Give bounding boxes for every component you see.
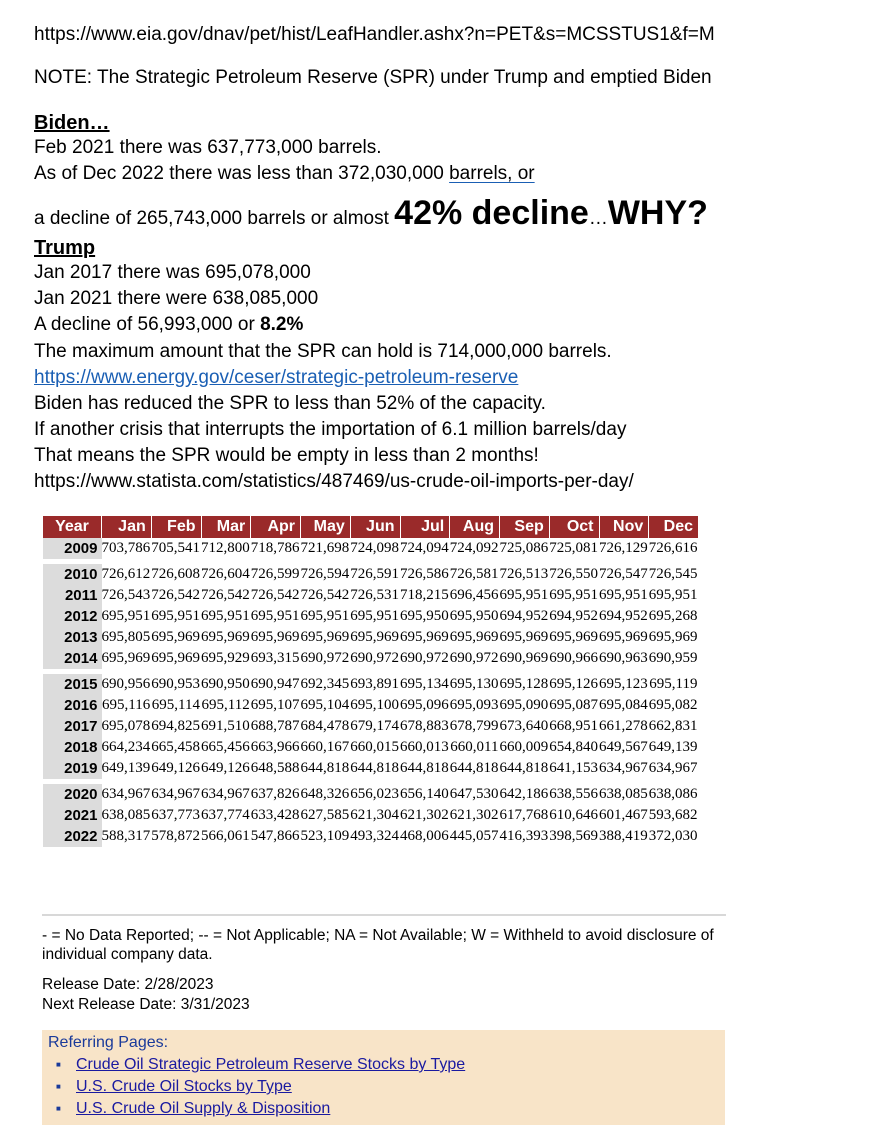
value-cell: 638,085 xyxy=(101,807,151,823)
value-cell: 695,107 xyxy=(250,697,300,713)
value-cell: 656,023 xyxy=(350,782,400,806)
trump-line-2: Jan 2021 there were 638,085,000 xyxy=(34,288,319,309)
value-cell: 648,588 xyxy=(250,760,300,776)
referring-link-3[interactable]: U.S. Crude Oil Supply & Disposition xyxy=(76,1100,331,1117)
value-cell: 726,542 xyxy=(250,587,300,603)
value-cell: 641,153 xyxy=(549,760,598,776)
value-cell: 668,951 xyxy=(549,718,598,734)
value-cell: 660,015 xyxy=(350,739,399,755)
value-cell: 695,969 xyxy=(648,629,698,645)
trump-line-5: Biden has reduced the SPR to less than 52% of the capacity. xyxy=(34,393,546,414)
value-cell: 695,951 xyxy=(350,608,399,624)
column-header-mar: Mar xyxy=(201,516,251,538)
value-cell: 726,545 xyxy=(649,562,699,586)
value-cell: 694,952 xyxy=(499,608,549,624)
value-cell: 678,883 xyxy=(400,718,449,734)
value-cell: 695,090 xyxy=(499,697,549,713)
value-cell: 695,929 xyxy=(201,650,250,666)
value-cell: 726,542 xyxy=(201,587,250,603)
referring-link-1[interactable]: Crude Oil Strategic Petroleum Reserve Stocks by Type xyxy=(76,1056,466,1073)
value-cell: 642,186 xyxy=(500,782,550,806)
value-cell: 695,969 xyxy=(151,650,200,666)
value-cell: 649,126 xyxy=(151,760,200,776)
value-cell: 690,972 xyxy=(300,650,350,666)
year-cell: 2013 xyxy=(43,627,102,648)
column-header-jul: Jul xyxy=(400,516,450,538)
value-cell: 621,304 xyxy=(350,807,399,823)
value-cell: 661,278 xyxy=(599,718,648,734)
value-cell: 690,953 xyxy=(151,672,201,696)
value-cell: 690,966 xyxy=(549,650,598,666)
value-cell: 724,094 xyxy=(400,540,449,556)
value-cell: 695,951 xyxy=(549,587,598,603)
value-cell: 695,078 xyxy=(101,718,151,734)
value-cell: 637,826 xyxy=(251,782,301,806)
value-cell: 416,393 xyxy=(499,828,549,844)
value-cell: 523,109 xyxy=(300,828,350,844)
value-cell: 695,969 xyxy=(101,650,151,666)
value-cell: 695,969 xyxy=(350,629,399,645)
value-cell: 695,951 xyxy=(250,608,300,624)
table-row xyxy=(43,627,699,648)
referring-pages-title: Referring Pages: xyxy=(48,1034,169,1051)
value-cell: 695,084 xyxy=(599,697,648,713)
table-row xyxy=(43,805,699,826)
value-cell: 679,174 xyxy=(350,718,399,734)
referring-link-2[interactable]: U.S. Crude Oil Stocks by Type xyxy=(76,1078,292,1095)
value-cell: 695,100 xyxy=(350,697,399,713)
table-header-row xyxy=(43,516,699,538)
column-header-dec: Dec xyxy=(649,516,699,538)
value-cell: 695,951 xyxy=(201,608,250,624)
value-cell: 637,774 xyxy=(201,807,250,823)
value-cell: 726,550 xyxy=(549,562,599,586)
value-cell: 726,542 xyxy=(151,587,200,603)
value-cell: 695,134 xyxy=(400,672,450,696)
legend-text: - = No Data Reported; -- = Not Applicable; NA = Not Available; W = Withheld to avoid disclosure of individual company data. xyxy=(42,927,714,963)
value-cell: 721,698 xyxy=(300,540,350,556)
biden-line-2: As of Dec 2022 there was less than 372,030,000 barrels, or xyxy=(34,163,535,184)
value-cell: 705,541 xyxy=(151,540,200,556)
value-cell: 445,057 xyxy=(449,828,499,844)
value-cell: 695,114 xyxy=(151,697,200,713)
value-cell: 695,969 xyxy=(400,629,449,645)
year-cell: 2014 xyxy=(43,648,102,672)
value-cell: 724,098 xyxy=(350,540,399,556)
value-cell: 726,604 xyxy=(201,562,251,586)
year-cell: 2021 xyxy=(43,805,102,826)
value-cell: 673,640 xyxy=(499,718,549,734)
value-cell: 695,969 xyxy=(599,629,648,645)
value-cell: 694,825 xyxy=(151,718,200,734)
energy-gov-link-line[interactable] xyxy=(34,367,518,389)
table-row xyxy=(43,826,699,847)
value-cell: 695,969 xyxy=(549,629,598,645)
value-cell: 601,467 xyxy=(599,807,648,823)
value-cell: 649,139 xyxy=(101,760,151,776)
value-cell: 726,543 xyxy=(101,587,151,603)
value-cell: 593,682 xyxy=(648,807,698,823)
value-cell: 695,951 xyxy=(648,587,698,603)
trump-line-6: If another crisis that interrupts the importation of 6.1 million barrels/day xyxy=(34,419,627,440)
value-cell: 725,081 xyxy=(549,540,598,556)
value-cell: 695,126 xyxy=(549,672,599,696)
value-cell: 726,129 xyxy=(599,540,648,556)
value-cell: 660,013 xyxy=(400,739,449,755)
trump-heading: Trump xyxy=(34,237,96,259)
value-cell: 633,428 xyxy=(250,807,300,823)
value-cell: 693,315 xyxy=(250,650,300,666)
note-text: NOTE: The Strategic Petroleum Reserve (SPR) under Trump and emptied Biden xyxy=(34,67,712,88)
value-cell: 644,818 xyxy=(449,760,499,776)
value-cell: 695,969 xyxy=(449,629,499,645)
value-cell: 665,458 xyxy=(151,739,200,755)
value-cell: 695,128 xyxy=(500,672,550,696)
value-cell: 695,969 xyxy=(250,629,300,645)
column-header-jun: Jun xyxy=(350,516,400,538)
value-cell: 637,773 xyxy=(151,807,200,823)
value-cell: 660,167 xyxy=(300,739,350,755)
value-cell: 648,326 xyxy=(301,782,351,806)
table-row xyxy=(43,606,699,627)
value-cell: 695,805 xyxy=(101,629,151,645)
year-cell: 2016 xyxy=(43,695,102,716)
value-cell: 644,818 xyxy=(400,760,449,776)
year-cell: 2011 xyxy=(43,585,102,606)
value-cell: 634,967 xyxy=(201,782,251,806)
value-cell: 665,456 xyxy=(201,739,250,755)
value-cell: 726,616 xyxy=(648,540,698,556)
spr-stocks-table xyxy=(42,516,699,847)
value-cell: 547,866 xyxy=(250,828,300,844)
table-row xyxy=(43,648,699,672)
value-cell: 694,952 xyxy=(599,608,648,624)
value-cell: 638,556 xyxy=(549,782,599,806)
year-cell: 2017 xyxy=(43,716,102,737)
trump-line-1: Jan 2017 there was 695,078,000 xyxy=(34,262,311,283)
value-cell: 718,215 xyxy=(400,587,449,603)
year-cell: 2012 xyxy=(43,606,102,627)
value-cell: 691,510 xyxy=(201,718,250,734)
list-item xyxy=(76,1098,719,1120)
column-header-nov: Nov xyxy=(599,516,649,538)
value-cell: 695,082 xyxy=(648,697,698,713)
value-cell: 695,969 xyxy=(300,629,350,645)
value-cell: 688,787 xyxy=(250,718,300,734)
value-cell: 690,950 xyxy=(201,672,251,696)
value-cell: 726,547 xyxy=(599,562,649,586)
table-row xyxy=(43,737,699,758)
column-header-may: May xyxy=(301,516,351,538)
value-cell: 726,594 xyxy=(301,562,351,586)
value-cell: 649,567 xyxy=(599,739,648,755)
value-cell: 644,818 xyxy=(300,760,350,776)
value-cell: 695,951 xyxy=(499,587,549,603)
value-cell: 621,302 xyxy=(449,807,499,823)
value-cell: 725,086 xyxy=(499,540,549,556)
year-cell: 2018 xyxy=(43,737,102,758)
value-cell: 654,840 xyxy=(549,739,598,755)
value-cell: 726,581 xyxy=(450,562,500,586)
value-cell: 566,061 xyxy=(201,828,250,844)
value-cell: 695,950 xyxy=(400,608,449,624)
column-header-oct: Oct xyxy=(549,516,599,538)
value-cell: 695,116 xyxy=(102,697,151,713)
value-cell: 468,006 xyxy=(400,828,449,844)
value-cell: 718,786 xyxy=(250,540,300,556)
value-cell: 638,086 xyxy=(649,782,699,806)
value-cell: 578,872 xyxy=(151,828,200,844)
list-item xyxy=(76,1054,719,1076)
value-cell: 690,963 xyxy=(599,650,648,666)
value-cell: 656,140 xyxy=(400,782,450,806)
year-cell: 2022 xyxy=(43,826,102,847)
value-cell: 627,585 xyxy=(300,807,350,823)
column-header-sep: Sep xyxy=(500,516,550,538)
value-cell: 588,317 xyxy=(101,828,151,844)
next-release-date: Next Release Date: 3/31/2023 xyxy=(42,996,250,1013)
table-row xyxy=(43,585,699,606)
value-cell: 690,972 xyxy=(449,650,499,666)
value-cell: 695,096 xyxy=(400,697,449,713)
value-cell: 726,586 xyxy=(400,562,450,586)
value-cell: 695,969 xyxy=(201,629,250,645)
value-cell: 690,947 xyxy=(251,672,301,696)
value-cell: 726,599 xyxy=(251,562,301,586)
statista-url: https://www.statista.com/statistics/487469/us-crude-oil-imports-per-day/ xyxy=(34,471,634,492)
column-header-apr: Apr xyxy=(251,516,301,538)
value-cell: 695,951 xyxy=(101,608,151,624)
value-cell: 634,967 xyxy=(648,760,698,776)
value-cell: 644,818 xyxy=(499,760,549,776)
value-cell: 663,966 xyxy=(250,739,300,755)
value-cell: 695,268 xyxy=(648,608,698,624)
value-cell: 610,646 xyxy=(549,807,598,823)
value-cell: 695,130 xyxy=(450,672,500,696)
value-cell: 388,419 xyxy=(599,828,648,844)
table-row xyxy=(43,672,699,696)
biden-line-3: a decline of 265,743,000 barrels or almost 42% decline…WHY? xyxy=(34,194,708,232)
value-cell: 695,104 xyxy=(300,697,350,713)
value-cell: 695,093 xyxy=(449,697,499,713)
value-cell: 726,591 xyxy=(350,562,400,586)
value-cell: 695,951 xyxy=(300,608,350,624)
value-cell: 695,950 xyxy=(449,608,499,624)
table-row xyxy=(43,782,699,806)
value-cell: 690,956 xyxy=(102,672,152,696)
value-cell: 660,011 xyxy=(450,739,499,755)
value-cell: 678,799 xyxy=(449,718,499,734)
value-cell: 693,891 xyxy=(350,672,400,696)
value-cell: 634,967 xyxy=(102,782,152,806)
value-cell: 695,119 xyxy=(649,672,699,696)
divider xyxy=(42,914,726,916)
table-row xyxy=(43,758,699,782)
biden-heading: Biden… xyxy=(34,112,110,134)
value-cell: 690,969 xyxy=(499,650,549,666)
value-cell: 649,126 xyxy=(201,760,250,776)
trump-line-3: A decline of 56,993,000 or 8.2% xyxy=(34,314,304,335)
value-cell: 662,831 xyxy=(648,718,698,734)
value-cell: 398,569 xyxy=(549,828,598,844)
value-cell: 634,967 xyxy=(151,782,201,806)
value-cell: 696,456 xyxy=(449,587,499,603)
year-cell: 2019 xyxy=(43,758,102,782)
value-cell: 690,959 xyxy=(648,650,698,666)
table-row xyxy=(43,538,699,562)
table-row xyxy=(43,695,699,716)
value-cell: 703,786 xyxy=(101,540,151,556)
column-header-jan: Jan xyxy=(102,516,152,538)
value-cell: 695,951 xyxy=(599,587,648,603)
value-cell: 726,531 xyxy=(350,587,399,603)
year-cell: 2010 xyxy=(43,562,102,586)
value-cell: 634,967 xyxy=(599,760,648,776)
value-cell: 690,972 xyxy=(400,650,449,666)
value-cell: 694,952 xyxy=(549,608,598,624)
value-cell: 695,087 xyxy=(549,697,598,713)
value-cell: 712,800 xyxy=(201,540,250,556)
value-cell: 493,324 xyxy=(350,828,399,844)
value-cell: 660,009 xyxy=(499,739,549,755)
year-cell: 2020 xyxy=(43,782,102,806)
value-cell: 695,951 xyxy=(151,608,200,624)
value-cell: 726,513 xyxy=(500,562,550,586)
value-cell: 695,112 xyxy=(201,697,250,713)
value-cell: 690,972 xyxy=(350,650,399,666)
value-cell: 695,123 xyxy=(599,672,649,696)
value-cell: 621,302 xyxy=(400,807,449,823)
value-cell: 726,612 xyxy=(102,562,152,586)
trump-line-4: The maximum amount that the SPR can hold is 714,000,000 barrels. xyxy=(34,341,612,362)
year-cell: 2009 xyxy=(43,538,102,562)
value-cell: 644,818 xyxy=(350,760,399,776)
trump-line-7: That means the SPR would be empty in less than 2 months! xyxy=(34,445,539,466)
value-cell: 726,608 xyxy=(151,562,201,586)
biden-line-1: Feb 2021 there was 637,773,000 barrels. xyxy=(34,137,382,158)
value-cell: 695,969 xyxy=(499,629,549,645)
referring-pages-box xyxy=(42,1030,725,1125)
value-cell: 726,542 xyxy=(300,587,350,603)
table-row xyxy=(43,716,699,737)
column-header-year: Year xyxy=(43,516,102,538)
value-cell: 638,085 xyxy=(599,782,649,806)
year-cell: 2015 xyxy=(43,672,102,696)
energy-gov-link[interactable]: https://www.energy.gov/ceser/strategic-petroleum-reserve xyxy=(34,367,519,388)
column-header-feb: Feb xyxy=(151,516,201,538)
column-header-aug: Aug xyxy=(450,516,500,538)
release-date: Release Date: 2/28/2023 xyxy=(42,976,214,993)
list-item xyxy=(76,1076,719,1098)
value-cell: 664,234 xyxy=(101,739,151,755)
value-cell: 647,530 xyxy=(450,782,500,806)
value-cell: 617,768 xyxy=(499,807,549,823)
value-cell: 372,030 xyxy=(648,828,698,844)
referring-pages-list xyxy=(48,1054,719,1120)
value-cell: 724,092 xyxy=(449,540,499,556)
value-cell: 692,345 xyxy=(301,672,351,696)
value-cell: 649,139 xyxy=(648,739,698,755)
value-cell: 695,969 xyxy=(151,629,200,645)
table-row xyxy=(43,562,699,586)
value-cell: 684,478 xyxy=(300,718,350,734)
source-url: https://www.eia.gov/dnav/pet/hist/LeafHandler.ashx?n=PET&s=MCSSTUS1&f=M xyxy=(34,24,715,45)
